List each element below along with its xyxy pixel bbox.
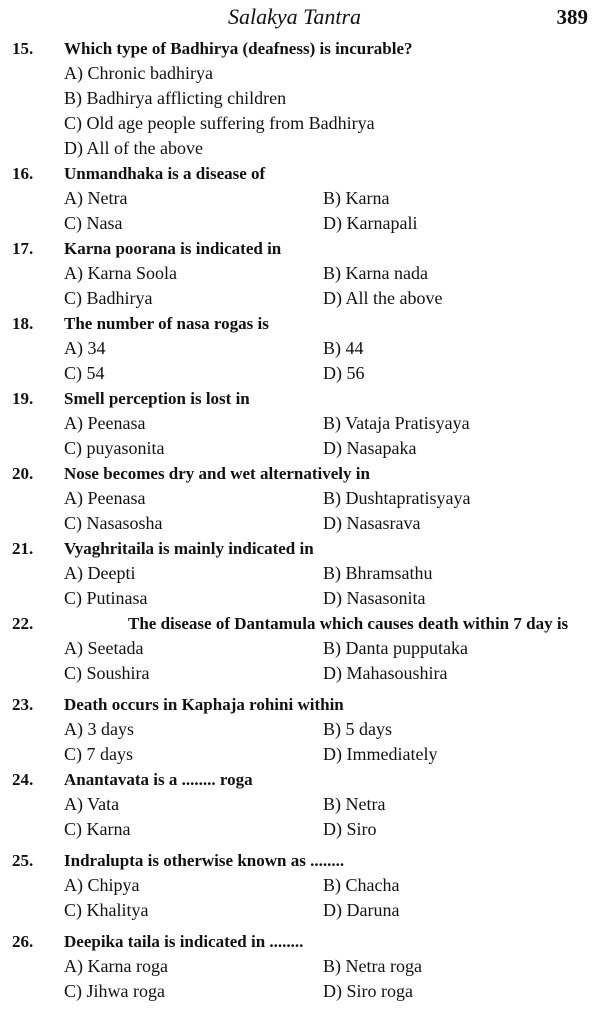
question-number: 25. <box>12 851 34 870</box>
question-text: Smell perception is lost in <box>64 389 250 408</box>
option-c: C) Khalitya <box>64 900 149 920</box>
question-item <box>0 161 600 236</box>
question-item <box>0 611 600 686</box>
question-number: 18. <box>12 314 34 333</box>
option-c: C) Soushira <box>64 663 150 683</box>
question-item <box>0 311 600 386</box>
option-b: B) 44 <box>323 338 364 358</box>
question-text: Indralupta is otherwise known as ........ <box>64 851 345 870</box>
running-title: Salakya Tantra <box>228 4 362 29</box>
option-a: A) Deepti <box>64 563 136 583</box>
option-c: C) Nasasosha <box>64 513 163 533</box>
option-d: D) Nasasrava <box>323 513 421 533</box>
question-item <box>0 767 600 842</box>
option-c: C) Putinasa <box>64 588 148 608</box>
question-text: Nose becomes dry and wet alternatively in <box>64 464 370 483</box>
option-d: D) All the above <box>323 288 443 308</box>
option-b: B) Netra roga <box>323 956 422 976</box>
option-a: A) Peenasa <box>64 488 146 508</box>
question-stem <box>0 848 600 873</box>
option-c: C) puyasonita <box>64 438 165 458</box>
question-stem <box>0 311 600 336</box>
option-d: D) Nasapaka <box>323 438 417 458</box>
question-stem <box>0 767 600 792</box>
option-c: C) 54 <box>64 363 105 383</box>
option-b: B) Karna nada <box>323 263 428 283</box>
question-number: 15. <box>12 39 34 58</box>
option-c: C) Jihwa roga <box>64 981 165 1001</box>
question-number: 26. <box>12 932 34 951</box>
option-a: A) 3 days <box>64 719 134 739</box>
option-a: A) Chipya <box>64 875 140 895</box>
question-text: Deepika taila is indicated in ........ <box>64 932 304 951</box>
question-item <box>0 36 600 161</box>
question-text: The number of nasa rogas is <box>64 314 269 333</box>
option-d: D) Karnapali <box>323 213 418 233</box>
question-number: 20. <box>12 464 34 483</box>
option-d: D) Nasasonita <box>323 588 426 608</box>
question-item <box>0 236 600 311</box>
question-stem <box>0 161 600 186</box>
option-c: C) Old age people suffering from Badhirya <box>64 113 375 133</box>
question-number: 17. <box>12 239 34 258</box>
option-b: B) Netra <box>323 794 386 814</box>
option-d: D) Siro <box>323 819 377 839</box>
question-stem <box>0 536 600 561</box>
question-item <box>0 692 600 767</box>
option-a: A) Karna Soola <box>64 263 177 283</box>
option-d: D) Daruna <box>323 900 400 920</box>
option-b: B) 5 days <box>323 719 392 739</box>
option-b: B) Dushtapratisyaya <box>323 488 471 508</box>
question-number: 23. <box>12 695 34 714</box>
option-d: D) Mahasoushira <box>323 663 448 683</box>
option-b: B) Vataja Pratisyaya <box>323 413 470 433</box>
option-a: A) Seetada <box>64 638 144 658</box>
option-a: A) Peenasa <box>64 413 146 433</box>
question-number: 21. <box>12 539 34 558</box>
question-stem <box>0 692 600 717</box>
question-item <box>0 848 600 923</box>
question-text: Which type of Badhirya (deafness) is incurable? <box>64 39 413 58</box>
option-a: A) Chronic badhirya <box>64 63 213 83</box>
option-a: A) Karna roga <box>64 956 168 976</box>
option-c: C) Nasa <box>64 213 123 233</box>
page-number: 389 <box>556 5 588 29</box>
question-item <box>0 929 600 1004</box>
question-item <box>0 536 600 611</box>
option-a: A) Netra <box>64 188 128 208</box>
question-text: Anantavata is a ........ roga <box>64 770 253 789</box>
option-b: B) Danta pupputaka <box>323 638 468 658</box>
option-b: B) Badhirya afflicting children <box>64 88 287 108</box>
option-c: C) Karna <box>64 819 131 839</box>
question-text: Death occurs in Kaphaja rohini within <box>64 695 344 714</box>
question-stem <box>0 386 600 411</box>
question-text: Unmandhaka is a disease of <box>64 164 266 183</box>
option-a: A) 34 <box>64 338 106 358</box>
question-number: 22. <box>12 614 34 633</box>
question-number: 24. <box>12 770 34 789</box>
option-b: B) Karna <box>323 188 390 208</box>
question-text: Vyaghritaila is mainly indicated in <box>64 539 314 558</box>
option-c: C) Badhirya <box>64 288 153 308</box>
option-d: D) 56 <box>323 363 365 383</box>
question-item <box>0 386 600 461</box>
question-number: 19. <box>12 389 34 408</box>
option-d: D) Immediately <box>323 744 438 764</box>
option-b: B) Bhramsathu <box>323 563 433 583</box>
question-list <box>0 36 600 1004</box>
question-stem <box>0 929 600 954</box>
option-a: A) Vata <box>64 794 120 814</box>
question-stem <box>0 36 600 61</box>
question-stem <box>0 236 600 261</box>
question-number: 16. <box>12 164 34 183</box>
question-stem <box>0 611 600 636</box>
question-stem <box>0 461 600 486</box>
option-d: D) Siro roga <box>323 981 413 1001</box>
option-c: C) 7 days <box>64 744 133 764</box>
option-d: D) All of the above <box>64 138 203 158</box>
question-text: The disease of Dantamula which causes death within 7 day is <box>128 614 569 633</box>
question-item <box>0 461 600 536</box>
page-header <box>0 4 600 30</box>
option-b: B) Chacha <box>323 875 400 895</box>
question-text: Karna poorana is indicated in <box>64 239 282 258</box>
